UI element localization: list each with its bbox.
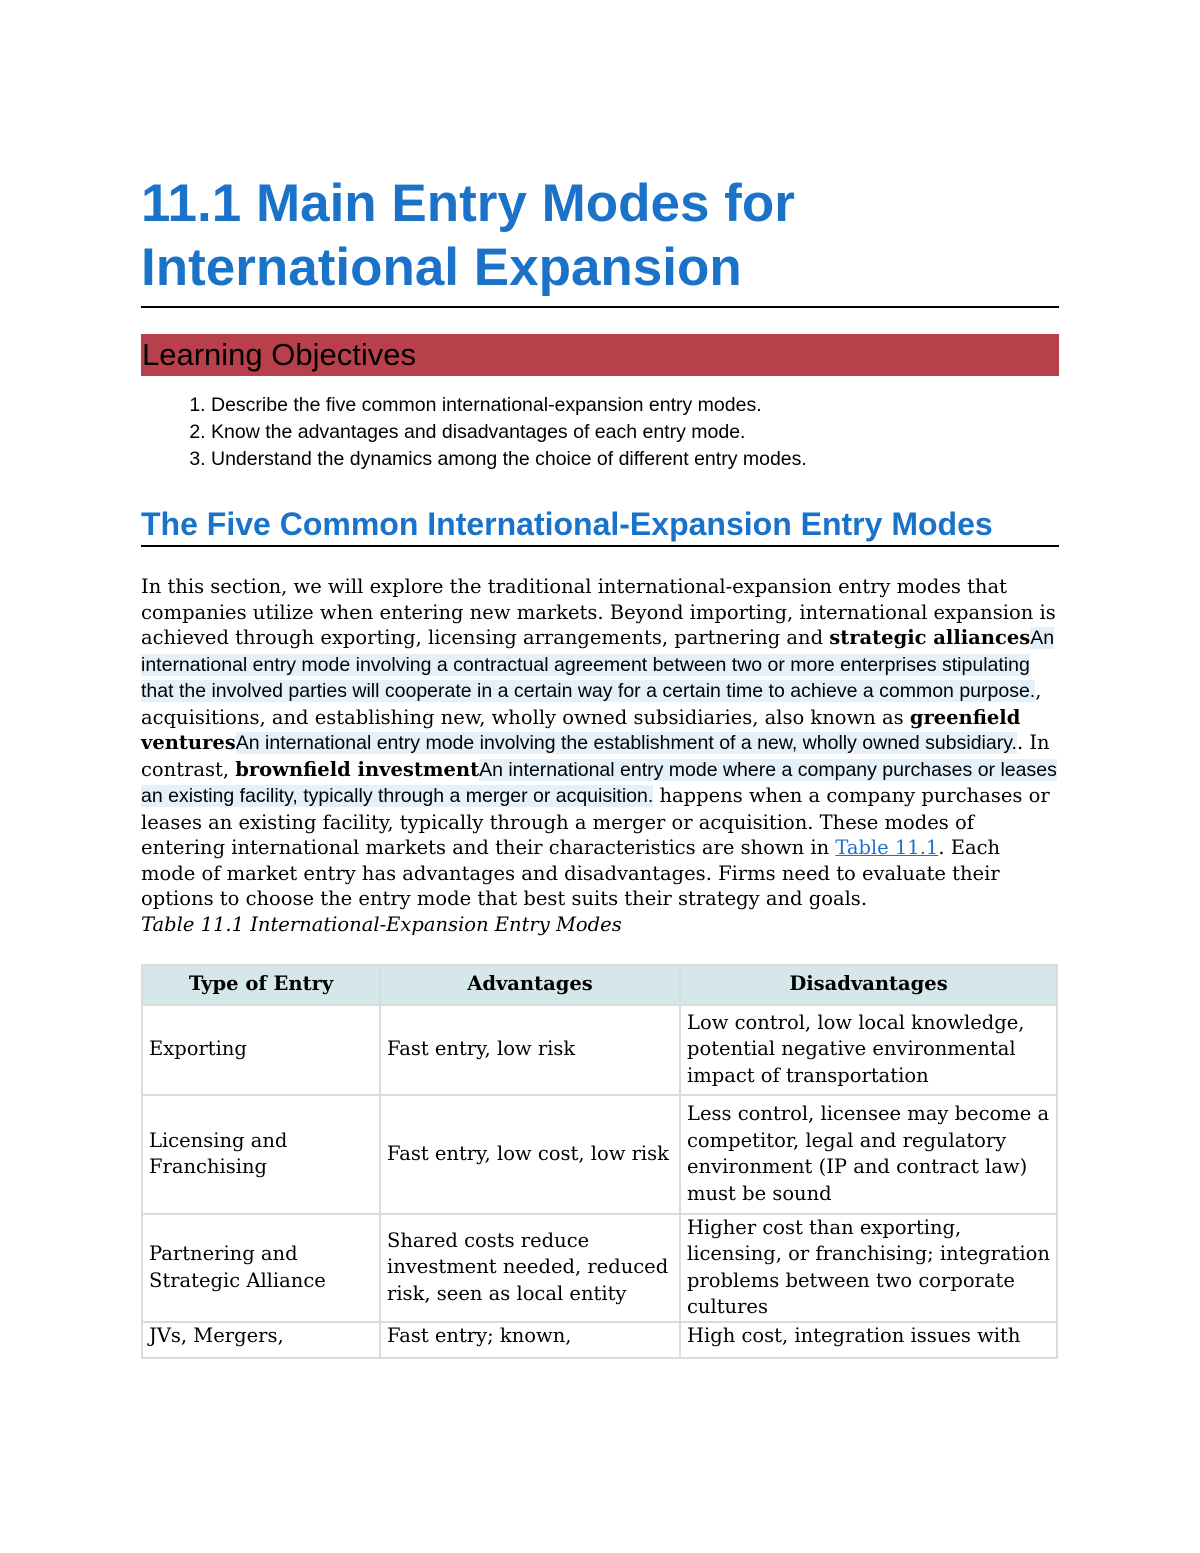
section-paragraph [141,574,1059,912]
column-header: Advantages [380,965,680,1005]
section-heading: The Five Common International-Expansion Entry Modes [141,503,1059,547]
glossary-definition: An international entry mode where a company purchases or leases an existing facility, typically through a merger or acquisition. [141,758,1057,807]
table-reference-link[interactable]: Table 11.1 [835,836,939,859]
table-cell: Less control, licensee may become a competitor, legal and regulatory environment (IP and contract law) must be sound [680,1095,1057,1214]
paragraph-text: . In contrast, [141,731,1050,781]
table-cell: Shared costs reduce investment needed, reduced risk, seen as local entity [380,1214,680,1322]
paragraph-text: In this section, we will explore the traditional international-expansion entry modes that companies utilize when entering new markets. Beyond importing, international expansion is achieved through exporting, licensing arrangements, partnering and [141,575,1056,649]
table-cell: Exporting [142,1005,380,1095]
paragraph-text: . Each mode of market entry has advantages and disadvantages. Firms need to evaluate their options to choose the entry mode that best suits their strategy and goals. [141,836,1001,910]
glossary-definition: An international entry mode involving a contractual agreement between two or more enterprises stipulating that the involved parties will cooperate in a certain way for a certain time to achieve a common purpose. [141,627,1055,702]
entry-modes-table [141,964,1058,1359]
table-cell: Partnering and Strategic Alliance [142,1214,380,1322]
column-header: Type of Entry [142,965,380,1005]
table-header-row [142,965,1057,1005]
table-cell: Higher cost than exporting, licensing, or franchising; integration problems between two corporate cultures [680,1214,1057,1322]
objectives-list [141,392,1059,473]
table-cell: Low control, low local knowledge, potential negative environmental impact of transportation [680,1005,1057,1095]
objective-item: 1. Describe the five common international-expansion entry modes. [211,392,1059,419]
glossary-definition: An international entry mode involving the establishment of a new, wholly owned subsidiary. [235,732,1017,754]
objective-item: 2. Know the advantages and disadvantages of each entry mode. [211,419,1059,446]
table-cell: Fast entry, low risk [380,1005,680,1095]
glossary-term-greenfield-ventures[interactable]: greenfield ventures [141,705,1021,754]
table-row [142,1095,1057,1214]
table-row [142,1005,1057,1095]
table-row [142,1322,1057,1358]
document-page [141,172,1059,1359]
table-row [142,1214,1057,1322]
paragraph-text: happens when a company purchases or leases an existing facility, typically through a merger or acquisition. These modes of entering international markets and their characteristics are shown in [141,784,1050,859]
glossary-term-brownfield-investment[interactable]: brownfield investment [235,757,480,781]
paragraph-text: , acquisitions, and establishing new, wholly owned subsidiaries, also known as [141,679,1042,729]
table-caption: Table 11.1 International-Expansion Entry Modes [141,912,622,936]
learning-objectives-heading: Learning Objectives [141,334,1059,376]
table-cell: JVs, Mergers, [142,1322,380,1358]
objective-item: 3. Understand the dynamics among the choice of different entry modes. [211,446,1059,473]
column-header: Disadvantages [680,965,1057,1005]
glossary-term-strategic-alliances[interactable]: strategic alliances [829,626,1031,649]
table-cell: Licensing and Franchising [142,1095,380,1214]
table-cell: Fast entry, low cost, low risk [380,1095,680,1214]
table-cell: High cost, integration issues with [680,1322,1057,1358]
page-title: 11.1 Main Entry Modes for International Expansion [141,172,1059,308]
table-cell: Fast entry; known, [380,1322,680,1358]
